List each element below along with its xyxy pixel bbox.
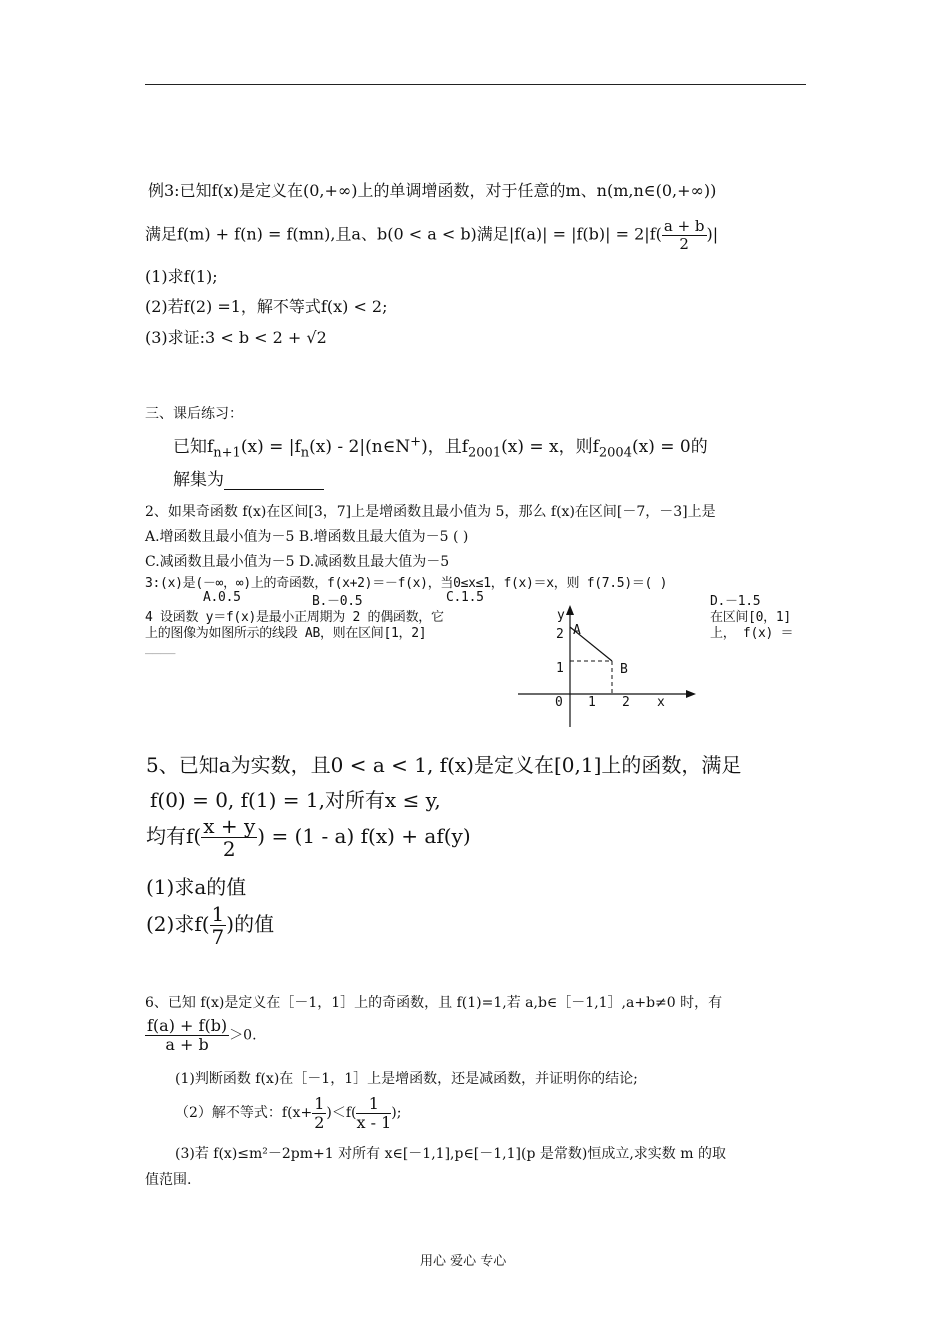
q3-option-c: C.1.5 [446, 590, 484, 605]
fraction-denominator: 7 [211, 925, 225, 949]
fraction-numerator: x + y [203, 814, 256, 838]
p1-sup: + [410, 434, 422, 450]
p1-text-e: (x) = x，则f [501, 437, 599, 457]
x-tick-1: 1 [588, 695, 596, 710]
q6-part2-frac1 [312, 1095, 326, 1131]
q6-part3-line1: (3)若 f(x)≤m²－2pm+1 对所有 x∈[－1,1],p∈[－1,1](p 是常数)恒成立,求实数 m 的取 [175, 1146, 726, 1162]
practice1-line1 [173, 432, 708, 460]
q3-option-d: D.－1.5 [710, 594, 761, 609]
fraction-numerator: 1 [356, 1095, 391, 1114]
p1-text-a: 已知f [173, 437, 214, 457]
q5-part2-fraction [210, 903, 227, 948]
q5-expr-a: 均有f( [146, 824, 202, 848]
q6-fraction [145, 1017, 229, 1053]
point-b-label: B [620, 662, 628, 677]
q4-text-left1: 4 设函数 y＝f(x)是最小正周期为 2 的偶函数，它 [145, 610, 444, 625]
q6-fraction-tail: ＞0. [229, 1027, 257, 1044]
example3-line2 [145, 218, 718, 252]
y-tick-1: 1 [556, 661, 564, 676]
fraction-denominator: 2 [314, 1112, 325, 1132]
p1-text-d: )，且f [421, 437, 468, 457]
q4-blank: ____ [145, 640, 176, 655]
q6-part2-frac2 [356, 1095, 391, 1131]
q5-part2-a: (2)求f( [146, 912, 210, 936]
fraction-denominator: x - 1 [356, 1112, 392, 1132]
y-tick-2: 2 [556, 627, 564, 642]
q4-text-left2: 上的图像为如图所示的线段 AB，则在区间[1，2] [145, 626, 427, 641]
q3-stem: 3:(x)是(－∞，∞)上的奇函数，f(x+2)＝－f(x)，当0≤x≤1，f(x)＝x，则 f(7.5)＝( ) [145, 576, 668, 591]
q6-stem: 6、已知 f(x)是定义在［－1，1］上的奇函数，且 f(1)=1,若 a,b∈［－1,1］,a+b≠0 时，有 [145, 995, 723, 1011]
p1-sub1: n+1 [213, 445, 241, 461]
fraction-numerator: 1 [314, 1094, 325, 1113]
q5-line1: 5、已知a为实数，且0 < a < 1, f(x)是定义在[0,1]上的函数，满足 [146, 753, 742, 777]
y-axis-label: y [557, 608, 565, 623]
q6-part2-c: ); [391, 1105, 402, 1122]
q5-line2: f(0) = 0, f(1) = 1,对所有x ≤ y, [150, 788, 441, 812]
x-axis-arrow [686, 690, 696, 698]
p1-sub4: 2004 [598, 445, 632, 461]
q5-part2 [146, 903, 274, 948]
example3-fraction [662, 218, 707, 252]
section-title: 三、课后练习： [145, 406, 243, 422]
example3-condition: 满足f(m) + f(n) = f(mn),且a、b(0 < a < b)满足 [145, 224, 509, 244]
q5-part2-b: )的值 [226, 912, 275, 936]
example3-q3: (3)求证:3 < b < 2 + √2 [145, 328, 327, 347]
q2-options-cd: C.减函数且最小值为－5 D.减函数且最大值为－5 [145, 554, 450, 570]
example3-abs-expr: |f(a)| = |f(b)| = 2|f( [508, 224, 662, 244]
example3-q2: (2)若f(2) =1，解不等式f(x) < 2; [145, 297, 388, 316]
q6-part2 [175, 1095, 401, 1131]
fraction-numerator: a + b [663, 217, 705, 235]
x-axis-label: x [657, 695, 665, 710]
p1-text-c: (x) - 2|(n∈N [309, 437, 411, 457]
q3-option-b: B.－0.5 [312, 594, 363, 609]
p1-text-f: (x) = 0的 [631, 437, 708, 457]
fraction-numerator: f(a) + f(b) [147, 1016, 228, 1035]
q5-part1: (1)求a的值 [146, 875, 247, 899]
answer-blank [224, 471, 324, 490]
p1-sub3: 2001 [468, 445, 502, 461]
q3-option-a: A.0.5 [203, 590, 241, 605]
practice1-line2 [173, 465, 324, 490]
q5-fraction [201, 815, 257, 860]
q6-part2-a: （2）解不等式：f(x+ [175, 1105, 313, 1122]
q6-part3-line2: 值范围. [145, 1172, 192, 1188]
header-rule [145, 84, 806, 85]
q4-text-right2: 上， f(x) ＝ [710, 626, 794, 641]
fraction-denominator: 2 [679, 234, 689, 253]
fraction-denominator: a + b [165, 1034, 209, 1054]
example3-abs-tail: )| [706, 224, 719, 244]
point-a-label: A [573, 623, 581, 638]
q4-text-right1: 在区间[0，1] [710, 610, 791, 625]
p1-sub2: n [300, 445, 310, 461]
q5-line3 [146, 815, 471, 860]
fraction-denominator: 2 [222, 837, 236, 861]
segment-graph [515, 605, 700, 730]
fraction-numerator: 1 [211, 902, 225, 926]
p1-text-b: (x) = |f [240, 437, 301, 457]
origin-label: 0 [555, 695, 563, 710]
q6-part2-b: )＜f( [326, 1105, 357, 1122]
x-tick-2: 2 [622, 695, 630, 710]
example3-line1: 例3:已知f(x)是定义在(0,+∞)上的单调增函数，对于任意的m、n(m,n∈(0,+∞)) [148, 181, 717, 200]
q6-condition [145, 1017, 257, 1053]
q6-part1: (1)判断函数 f(x)在［－1，1］上是增函数，还是减函数，并证明你的结论; [175, 1071, 638, 1087]
q2-stem: 2、如果奇函数 f(x)在区间[3，7]上是增函数且最小值为 5，那么 f(x)在区间[－7，－3]上是 [145, 504, 716, 520]
page-footer: 用心 爱心 专心 [420, 1254, 507, 1269]
y-axis-arrow [566, 605, 574, 615]
answer-prompt: 解集为 [173, 470, 224, 490]
q5-expr-b: ) = (1 - a) f(x) + af(y) [257, 824, 471, 848]
q2-options-ab: A.增函数且最小值为－5 B.增函数且最大值为－5 ( ) [145, 529, 469, 545]
example3-q1: (1)求f(1); [145, 267, 218, 286]
